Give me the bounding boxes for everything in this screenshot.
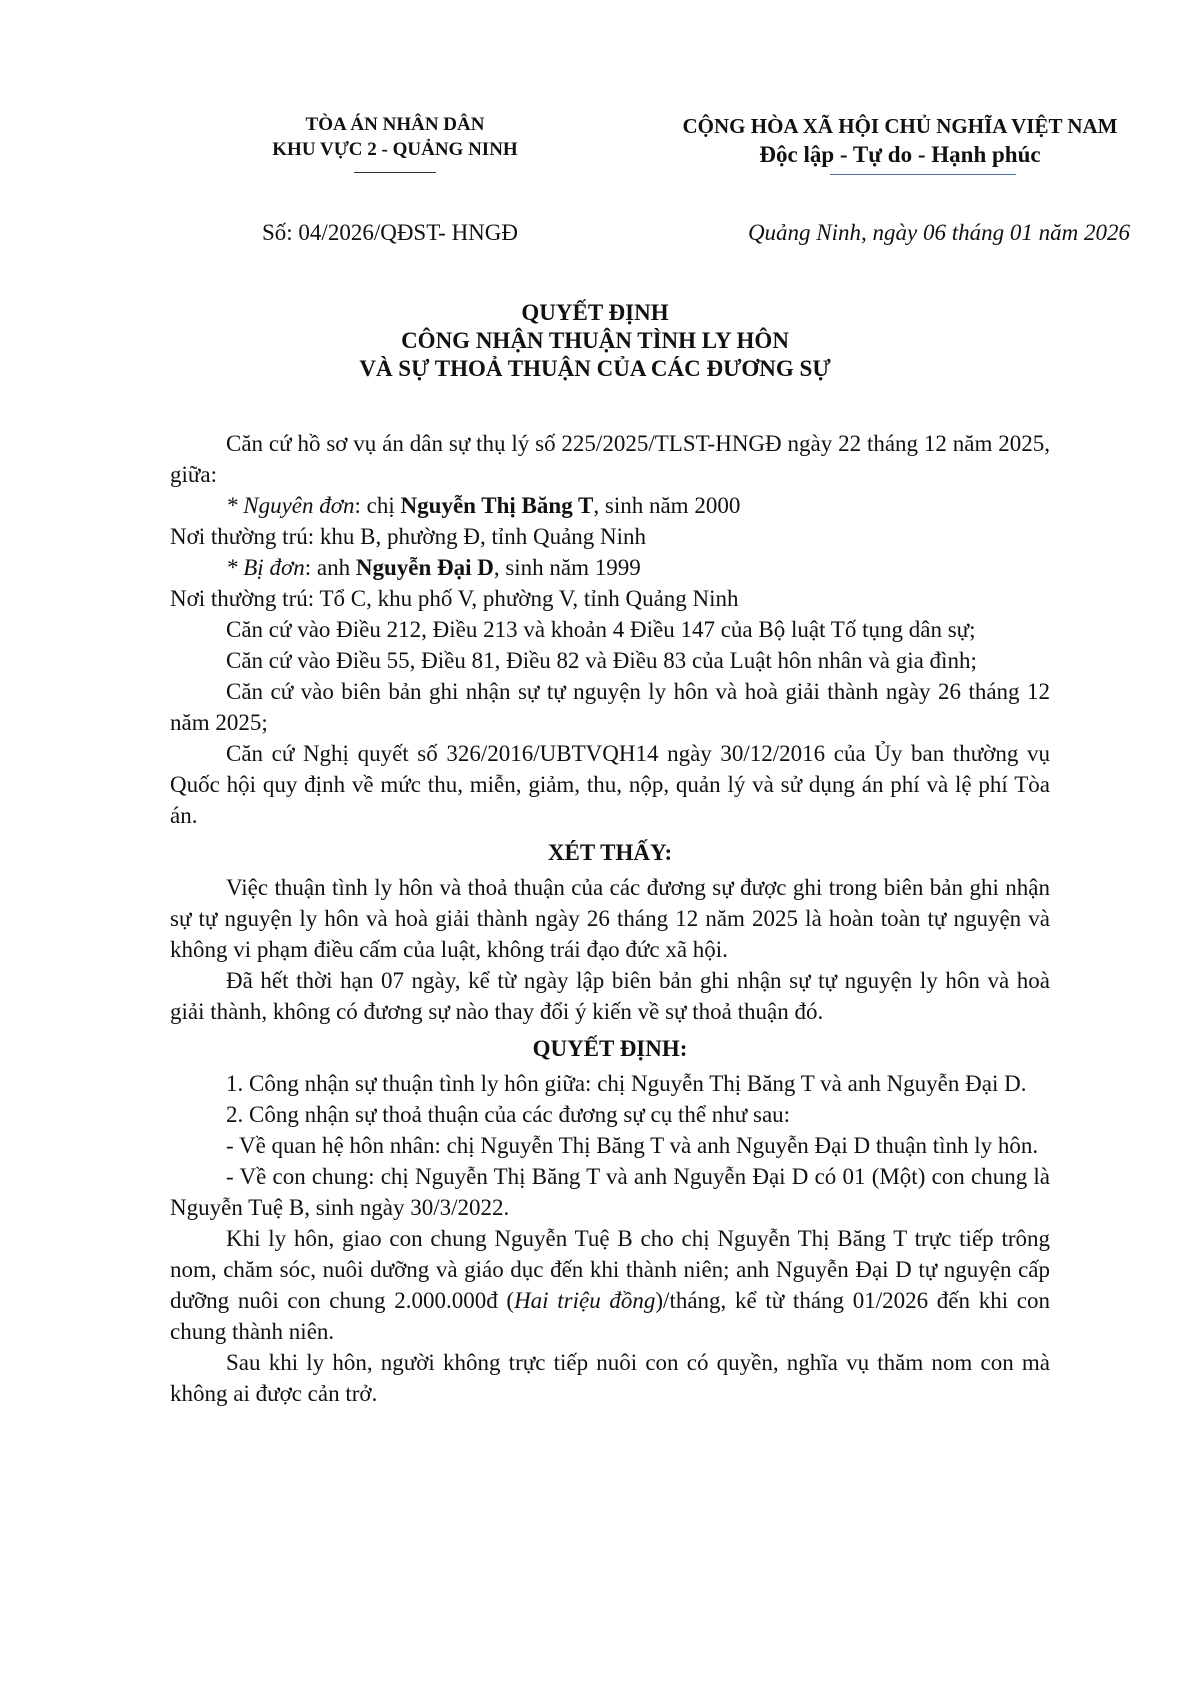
document-number: Số: 04/2026/QĐST- HNGĐ [262, 220, 519, 245]
decision-1: 1. Công nhận sự thuận tình ly hôn giữa: chị Nguyễn Thị Băng T và anh Nguyễn Đại D. [226, 1071, 1027, 1096]
defendant-address: Nơi thường trú: Tổ C, khu phố V, phường V, tỉnh Quảng Ninh [170, 586, 739, 611]
legal-basis-1: Căn cứ vào Điều 212, Điều 213 và khoản 4 Điều 147 của Bộ luật Tố tụng dân sự; [226, 617, 976, 642]
decision-heading: QUYẾT ĐỊNH: [532, 1036, 688, 1061]
plaintiff-line [170, 490, 1050, 521]
court-region: KHU VỰC 2 - QUẢNG NINH [272, 139, 518, 160]
decision-marriage: - Về quan hệ hôn nhân: chị Nguyễn Thị Băng T và anh Nguyễn Đại D thuận tình ly hôn. [226, 1133, 1039, 1158]
decision-child: - Về con chung: chị Nguyễn Thị Băng T và anh Nguyễn Đại D có 01 (Một) con chung là Nguyễn Tuệ B, sinh ngày 30/3/2022. [170, 1164, 1050, 1220]
nation-motto: Độc lập - Tự do - Hạnh phúc [759, 142, 1041, 167]
legal-basis-2: Căn cứ vào Điều 55, Điều 81, Điều 82 và Điều 83 của Luật hôn nhân và gia đình; [226, 648, 977, 673]
doc-title-2: CÔNG NHẬN THUẬN TÌNH LY HÔN [401, 328, 789, 353]
national-header [650, 112, 1150, 170]
court-name: TÒA ÁN NHÂN DÂN [305, 114, 485, 135]
plaintiff-label: * Nguyên đơn [226, 493, 355, 518]
custody-text-post: )/tháng, kể từ tháng 01/2026 đến khi con chung thành niên. [170, 1288, 1050, 1344]
finding-2: Đã hết thời hạn 07 ngày, kể từ ngày lập biên bản ghi nhận sự tự nguyện ly hôn và hoà giải thành, không có đương sự nào thay đổi ý kiến về sự thoả thuận đó. [170, 968, 1050, 1024]
defendant-name: Nguyễn Đại D [355, 555, 494, 580]
legal-basis-4: Căn cứ Nghị quyết số 326/2016/UBTVQH14 ngày 30/12/2016 của Ủy ban thường vụ Quốc hội quy định về mức thu, miễn, giảm, thu, nộp, quản lý và sử dụng án phí và lệ phí Tòa án. [170, 741, 1050, 828]
defendant-post: , sinh năm 1999 [493, 555, 641, 580]
motto-rule [830, 174, 1016, 175]
doc-title-1: QUYẾT ĐỊNH [521, 300, 669, 325]
defendant-line [170, 552, 1050, 583]
findings-heading: XÉT THẤY: [547, 840, 673, 865]
document-body [170, 428, 1050, 1409]
plaintiff-address: Nơi thường trú: khu B, phường Đ, tỉnh Quảng Ninh [170, 524, 647, 549]
case-basis: Căn cứ hồ sơ vụ án dân sự thụ lý số 225/2025/TLST-HNGĐ ngày 22 tháng 12 năm 2025, giữa: [170, 431, 1050, 487]
plaintiff-name: Nguyễn Thị Băng T [400, 493, 594, 518]
decision-visitation: Sau khi ly hôn, người không trực tiếp nuôi con có quyền, nghĩa vụ thăm nom con mà không ai được cản trở. [170, 1350, 1050, 1406]
nation-name: CỘNG HÒA XÃ HỘI CHỦ NGHĨA VIỆT NAM [682, 114, 1118, 138]
decision-2: 2. Công nhận sự thoả thuận của các đương sự cụ thể như sau: [226, 1102, 791, 1127]
plaintiff-pre: : chị [354, 493, 401, 518]
custody-amount-words: Hai triệu đồng [514, 1288, 656, 1313]
court-header [230, 112, 560, 162]
court-header-rule [354, 172, 436, 173]
finding-1: Việc thuận tình ly hôn và thoả thuận của các đương sự được ghi trong biên bản ghi nhận sự tự nguyện ly hôn và hoà giải thành ngày 26 tháng 12 năm 2025 là hoàn toàn tự nguyện và không vi phạm điều cấm của luật, không trái đạo đức xã hội. [170, 875, 1050, 962]
decision-custody [170, 1223, 1050, 1347]
defendant-pre: : anh [304, 555, 356, 580]
plaintiff-post: , sinh năm 2000 [593, 493, 741, 518]
custody-text-pre: Khi ly hôn, giao con chung Nguyễn Tuệ B cho chị Nguyễn Thị Băng T trực tiếp trông nom, chăm sóc, nuôi dưỡng và giáo dục đến khi thành niên; anh Nguyễn Đại D tự nguyện cấp dưỡng nuôi con chung 2.000.000đ ( [170, 1226, 1050, 1313]
doc-title-3: VÀ SỰ THOẢ THUẬN CỦA CÁC ĐƯƠNG SỰ [359, 356, 831, 381]
place-date: Quảng Ninh, ngày 06 tháng 01 năm 2026 [747, 220, 1130, 245]
defendant-label: * Bị đơn [226, 555, 305, 580]
legal-basis-3: Căn cứ vào biên bản ghi nhận sự tự nguyện ly hôn và hoà giải thành ngày 26 tháng 12 năm 2025; [170, 679, 1050, 735]
